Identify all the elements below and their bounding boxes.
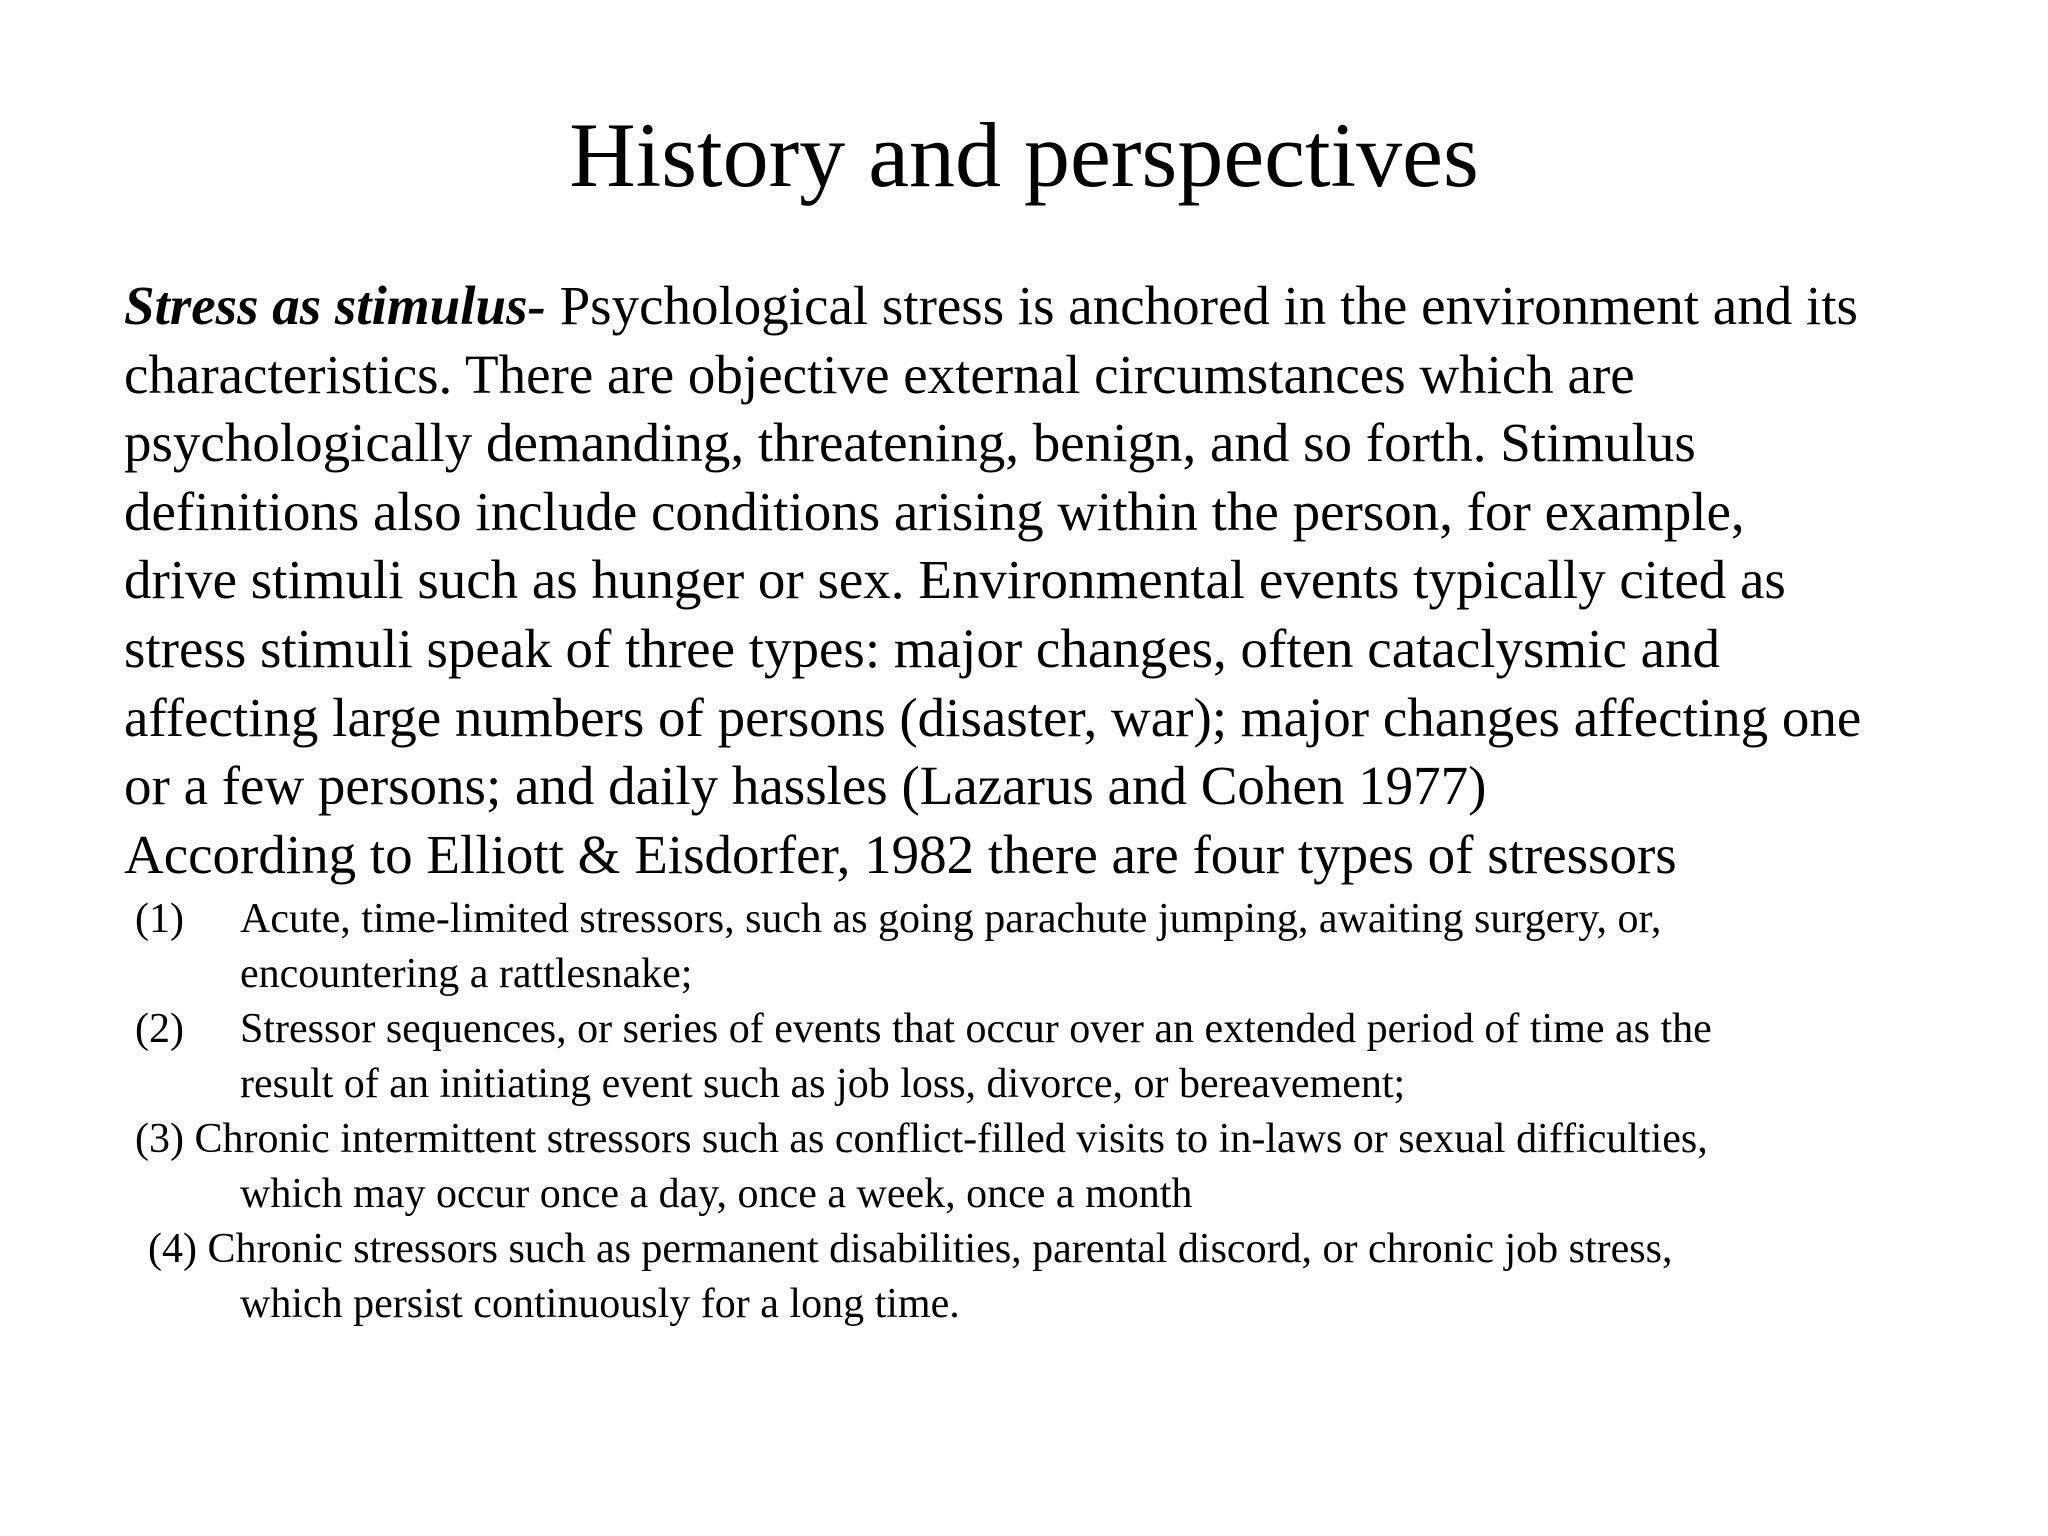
list-item-text: Acute, time-limited stressors, such as going parachute jumping, awaiting surgery, or, <box>240 896 1662 942</box>
list-item <box>0 1112 2048 1222</box>
list-item-first-row <box>0 892 2048 947</box>
list-item-number: (3) <box>135 1116 184 1162</box>
intro-line: or a few persons; and daily hassles (Lazarus and Cohen 1977) <box>124 755 1487 817</box>
intro-line: definitions also include conditions arising within the person, for example, <box>124 480 1745 542</box>
list-item-number: (4) <box>148 1226 197 1272</box>
list-item <box>0 1222 2048 1332</box>
list-item-text: Chronic stressors such as permanent disabilities, parental discord, or chronic job stress, <box>207 1226 1673 1272</box>
list-item-continuation: which may occur once a day, once a week, once a month <box>240 1171 1193 1217</box>
intro-line: According to Elliott & Eisdorfer, 1982 there are four types of stressors <box>124 823 1677 885</box>
list-item <box>0 892 2048 1002</box>
list-item-first-row <box>0 1112 2048 1167</box>
intro-line-text: Psychological stress is anchored in the environment and its <box>545 275 1858 336</box>
list-item <box>0 1002 2048 1112</box>
intro-paragraph <box>124 272 2004 889</box>
slide-title: History and perspectives <box>569 104 1479 206</box>
stressor-list <box>0 892 2048 1332</box>
intro-line: psychologically demanding, threatening, benign, and so forth. Stimulus <box>124 412 1696 474</box>
intro-line: affecting large numbers of persons (disaster, war); major changes affecting one <box>124 686 1862 748</box>
list-item-text: Stressor sequences, or series of events that occur over an extended period of time as the <box>240 1006 1712 1052</box>
list-item-first-row <box>0 1002 2048 1057</box>
list-item-continuation: which persist continuously for a long time. <box>240 1281 960 1327</box>
list-item-number: (2) <box>135 1006 184 1052</box>
list-item-continuation: encountering a rattlesnake; <box>240 951 693 997</box>
list-item-number: (1) <box>135 896 184 942</box>
list-item-first-row <box>0 1222 2048 1277</box>
intro-line: characteristics. There are objective external circumstances which are <box>124 343 1635 405</box>
list-item-continuation: result of an initiating event such as job loss, divorce, or bereavement; <box>240 1061 1406 1107</box>
list-item-text: Chronic intermittent stressors such as conflict-filled visits to in-laws or sexual difficulties, <box>194 1116 1708 1162</box>
intro-line <box>124 272 2004 341</box>
intro-line: drive stimuli such as hunger or sex. Environmental events typically cited as <box>124 549 1786 611</box>
intro-line: stress stimuli speak of three types: major changes, often cataclysmic and <box>124 617 1721 679</box>
intro-lead: Stress as stimulus- <box>124 275 546 336</box>
